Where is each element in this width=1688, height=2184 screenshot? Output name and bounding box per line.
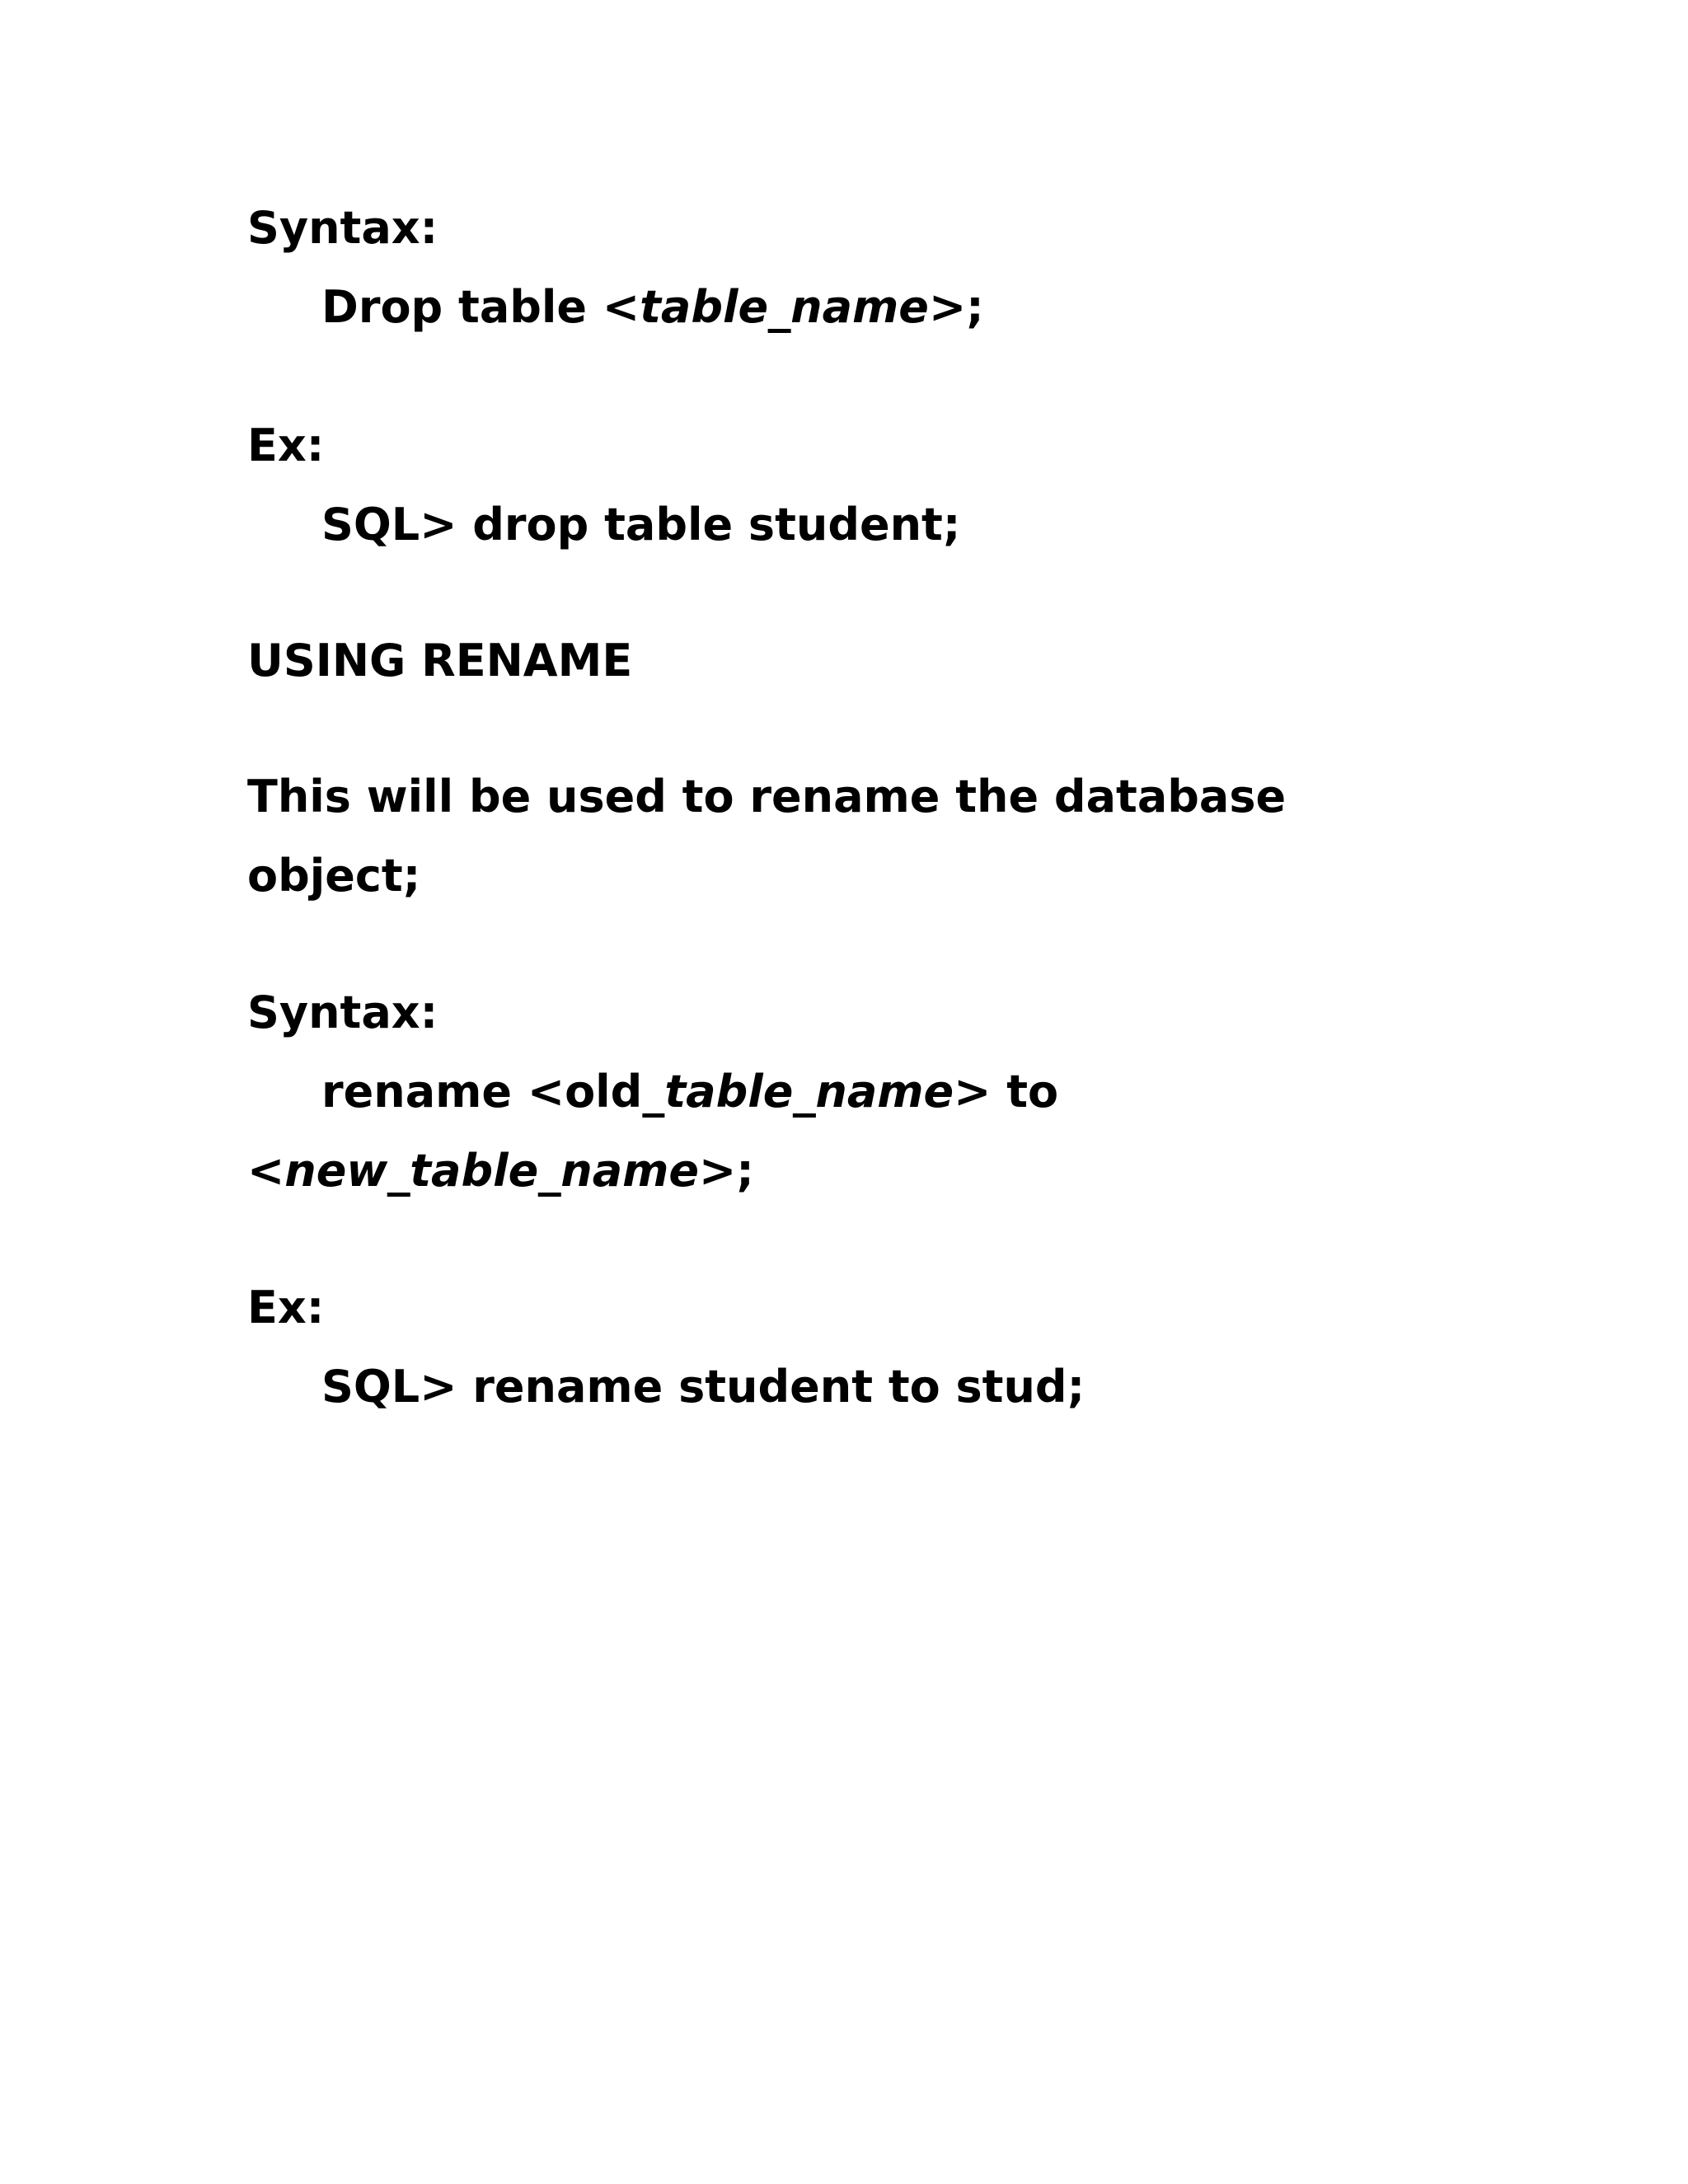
rename-syntax-suffix: > to: [954, 1066, 1059, 1118]
rename-syntax-line-2: [247, 1145, 754, 1197]
rename-description-line-2: object;: [247, 850, 421, 902]
drop-syntax-prefix: Drop table <: [321, 281, 640, 333]
drop-syntax-line: [321, 281, 984, 333]
drop-syntax-param: table_name: [640, 281, 929, 333]
rename-description-line-1: This will be used to rename the database: [247, 771, 1287, 823]
drop-example: SQL> drop table student;: [321, 499, 961, 551]
rename-example: SQL> rename student to stud;: [321, 1361, 1085, 1413]
rename-syntax-line-2-suffix: >;: [699, 1145, 754, 1197]
rename-syntax-param: table_name: [664, 1066, 954, 1118]
rename-syntax-line-2-prefix: <: [247, 1145, 285, 1197]
rename-example-label: Ex:: [247, 1282, 325, 1333]
rename-syntax-prefix: rename <old_: [321, 1066, 665, 1118]
rename-syntax-line-2-param: new_table_name: [284, 1145, 700, 1197]
drop-example-label: Ex:: [247, 419, 325, 471]
rename-heading: USING RENAME: [247, 635, 633, 687]
drop-syntax-suffix: >;: [928, 281, 984, 333]
rename-syntax-label: Syntax:: [247, 987, 438, 1038]
rename-syntax-line-1: [321, 1066, 1059, 1118]
drop-syntax-label: Syntax:: [247, 202, 438, 254]
